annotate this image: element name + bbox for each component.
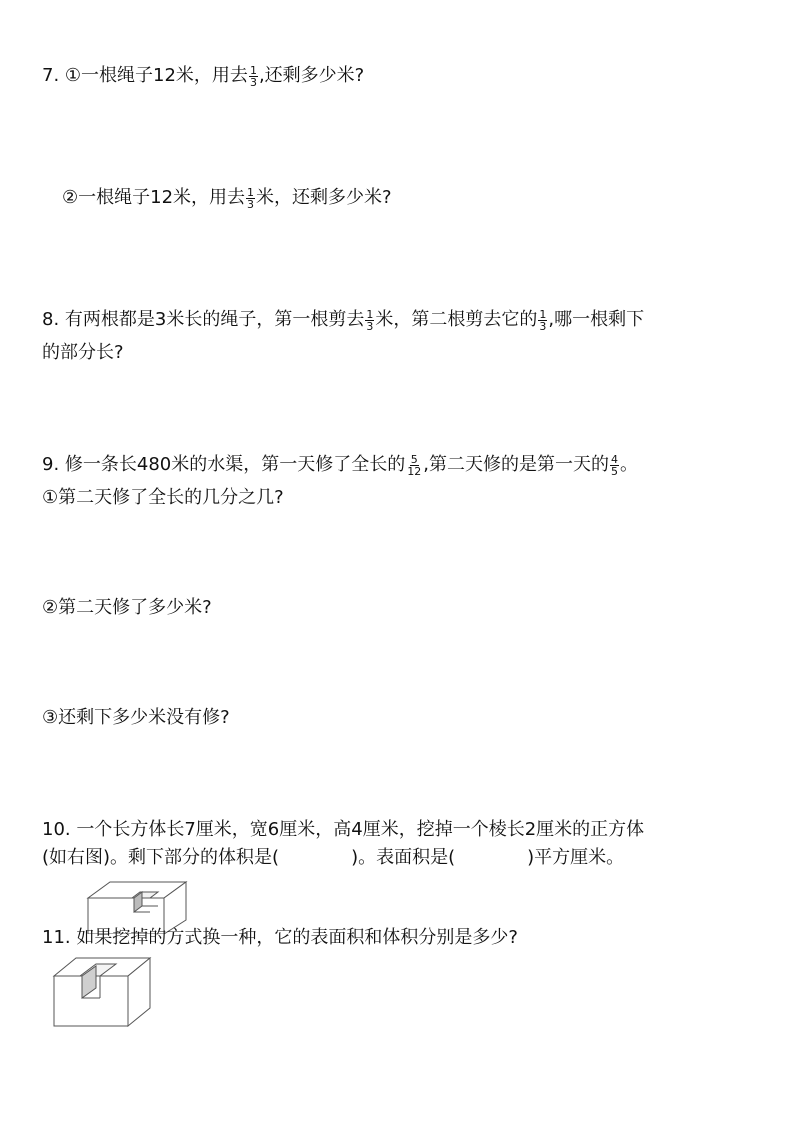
q8-text-3: ,哪一根剩下 bbox=[548, 309, 645, 330]
q9-line1 bbox=[42, 453, 638, 477]
fraction: $\frac{1}{3}$ bbox=[249, 63, 257, 89]
q9-text-2: ,第二天修的是第一天的 bbox=[423, 454, 609, 475]
q7-part2 bbox=[62, 186, 392, 210]
q8-line1 bbox=[42, 308, 644, 332]
q8-text-2: 米，第二根剪去它的 bbox=[375, 309, 538, 330]
q7-part1-text-end: ,还剩多少米? bbox=[258, 65, 365, 86]
q7-part2-text-end: 米，还剩多少米? bbox=[256, 187, 392, 208]
fraction: $\frac{1}{3}$ bbox=[366, 307, 374, 333]
q8-text-1: 8. 有两根都是3米长的绳子，第一根剪去 bbox=[42, 309, 365, 330]
cuboid-figure-2-drawing bbox=[52, 954, 152, 1028]
q11-line1: 11. 如果挖掉的方式换一种，它的表面积和体积分别是多少? bbox=[42, 927, 518, 948]
fraction: $\frac{1}{3}$ bbox=[247, 185, 255, 211]
q9-text-3: 。 bbox=[620, 454, 638, 475]
fraction: $\frac{1}{3}$ bbox=[539, 307, 547, 333]
q10-line2: (如右图)。剩下部分的体积是( )。表面积是( )平方厘米。 bbox=[42, 847, 625, 868]
fraction: $\frac{5}{12}$ bbox=[407, 452, 422, 478]
q9-sub1: ①第二天修了全长的几分之几? bbox=[42, 487, 284, 508]
q8-line2: 的部分长? bbox=[42, 342, 124, 363]
q9-sub3: ③还剩下多少米没有修? bbox=[42, 707, 230, 728]
q10-line1: 10. 一个长方体长7厘米，宽6厘米，高4厘米，挖掉一个棱长2厘米的正方体 bbox=[42, 819, 645, 840]
q9-text-1: 9. 修一条长480米的水渠，第一天修了全长的 bbox=[42, 454, 406, 475]
q7-part1-text: 7. ①一根绳子12米，用去 bbox=[42, 65, 248, 86]
fraction: $\frac{4}{5}$ bbox=[611, 452, 618, 478]
cuboid-figure-2 bbox=[52, 954, 152, 1028]
q7-part1 bbox=[42, 64, 364, 88]
q9-sub2: ②第二天修了多少米? bbox=[42, 597, 212, 618]
q7-part2-text: ②一根绳子12米，用去 bbox=[62, 187, 246, 208]
